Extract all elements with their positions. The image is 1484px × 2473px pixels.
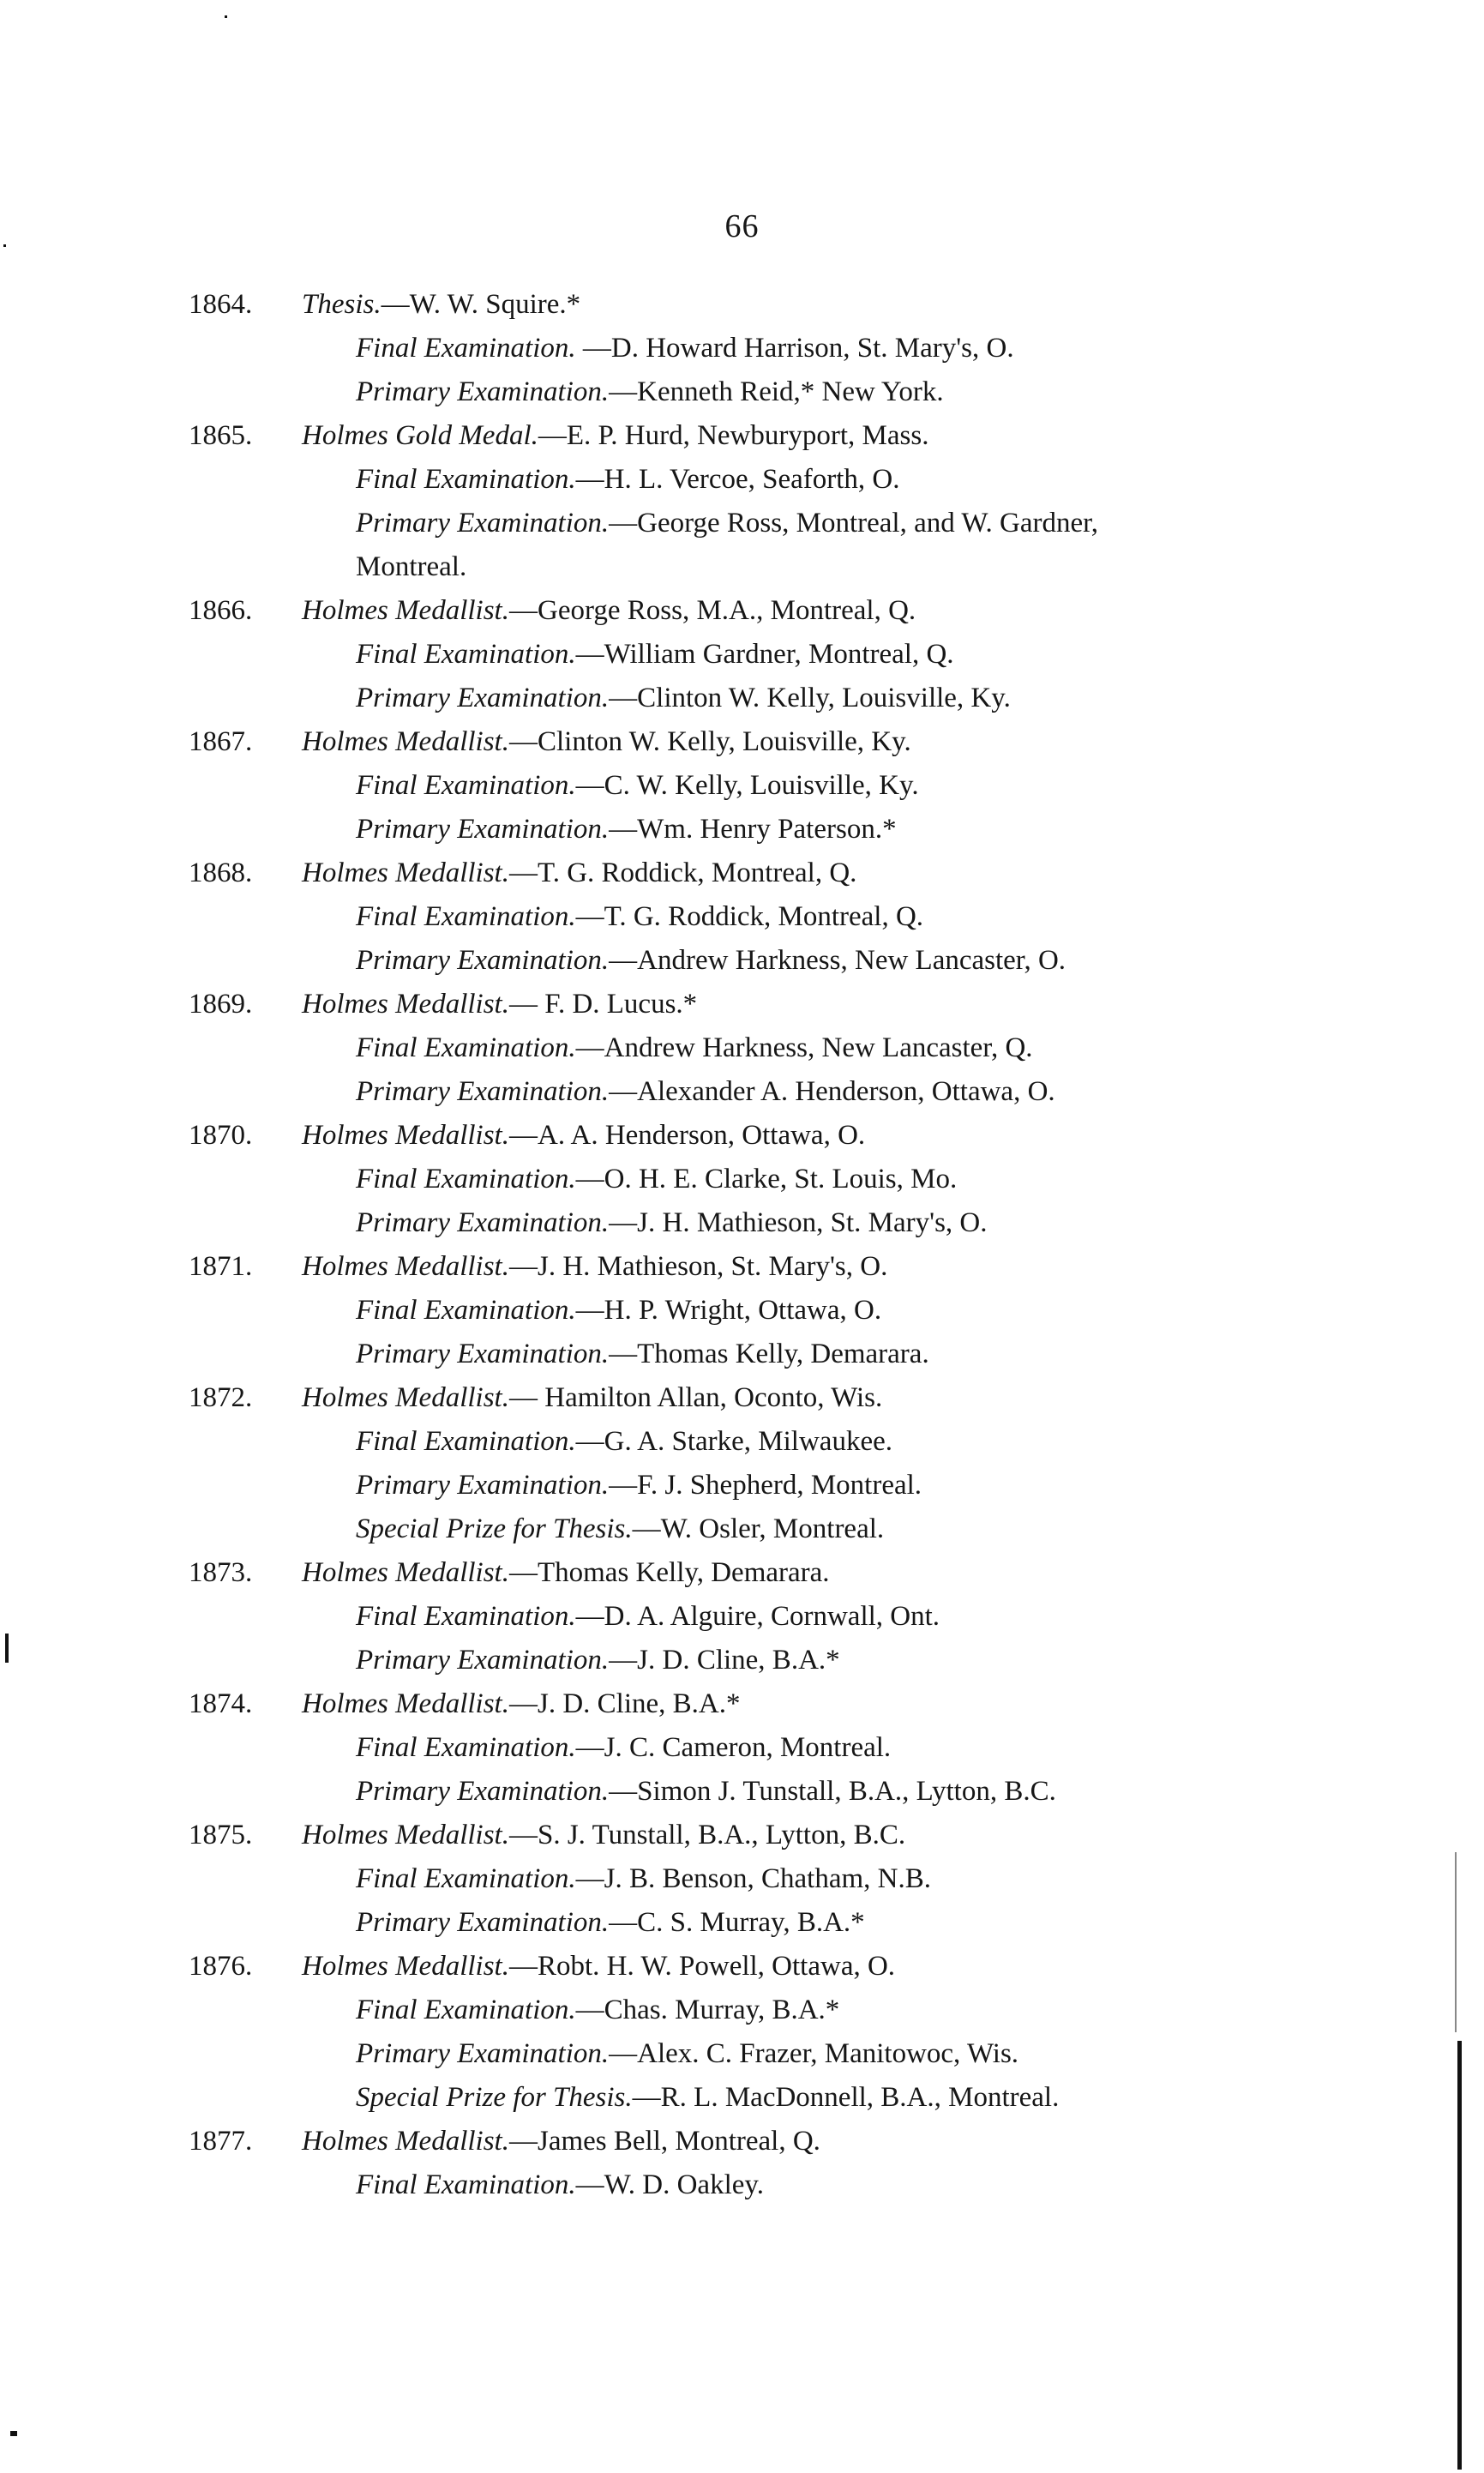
scan-mark-dot-mid <box>3 244 6 247</box>
year-label: 1870. <box>189 1120 253 1151</box>
year-label: 1875. <box>189 1820 253 1850</box>
scan-edge-right-faint <box>1455 1852 1457 2032</box>
list-item <box>189 1201 1337 1245</box>
list-item <box>189 808 1337 851</box>
list-item <box>189 1333 1337 1376</box>
list-item <box>189 1026 1337 1070</box>
award-recipient: —J. B. Benson, Chatham, N.B. <box>575 1863 931 1894</box>
year-group <box>189 283 1337 414</box>
award-recipient: —F. J. Shepherd, Montreal. <box>609 1470 922 1501</box>
year-label: 1877. <box>189 2126 253 2157</box>
award-label: Final Examination. <box>356 1601 576 1632</box>
list-item <box>189 458 1337 502</box>
award-recipient: —A. A. Henderson, Ottawa, O. <box>508 1120 866 1151</box>
award-recipient: —George Ross, M.A., Montreal, Q. <box>508 595 916 626</box>
scan-edge-right <box>1457 2041 1462 2470</box>
list-item <box>189 764 1337 808</box>
award-recipient: —Robt. H. W. Powell, Ottawa, O. <box>508 1951 896 1982</box>
list-item <box>189 1989 1337 2032</box>
year-group <box>189 1376 1337 1551</box>
award-label: Final Examination. <box>356 333 576 364</box>
list-item <box>189 1595 1337 1639</box>
award-label: Primary Examination. <box>356 1339 610 1369</box>
award-label: Holmes Medallist. <box>302 1251 509 1282</box>
award-label: Final Examination. <box>356 1032 576 1063</box>
year-group <box>189 851 1337 983</box>
list-item <box>189 1857 1337 1901</box>
award-recipient: —C. W. Kelly, Louisville, Ky. <box>575 770 919 801</box>
list-item <box>189 1376 1337 1420</box>
award-label: Primary Examination. <box>356 1470 610 1501</box>
award-recipient: —Alexander A. Henderson, Ottawa, O. <box>609 1076 1055 1107</box>
award-recipient: —D. A. Alguire, Cornwall, Ont. <box>575 1601 940 1632</box>
award-label: Holmes Medallist. <box>302 1951 509 1982</box>
award-label: Primary Examination. <box>356 508 610 539</box>
award-label: Holmes Medallist. <box>302 1557 509 1588</box>
award-label: Primary Examination. <box>356 1076 610 1107</box>
award-recipient: —C. S. Murray, B.A.* <box>609 1907 865 1938</box>
year-group <box>189 1682 1337 1814</box>
award-recipient: —Thomas Kelly, Demarara. <box>508 1557 830 1588</box>
award-recipient: —Clinton W. Kelly, Louisville, Ky. <box>609 683 1011 713</box>
list-item <box>189 1551 1337 1595</box>
list-item <box>189 983 1337 1026</box>
award-recipient: —T. G. Roddick, Montreal, Q. <box>508 857 857 888</box>
award-label: Final Examination. <box>356 901 576 932</box>
award-recipient: —O. H. E. Clarke, St. Louis, Mo. <box>575 1164 958 1194</box>
year-label: 1872. <box>189 1382 253 1413</box>
award-label: Final Examination. <box>356 1863 576 1894</box>
award-recipient: —Chas. Murray, B.A.* <box>575 1995 840 2025</box>
award-recipient: —Thomas Kelly, Demarara. <box>609 1339 929 1369</box>
award-label: Primary Examination. <box>356 2038 610 2069</box>
year-group <box>189 2120 1337 2207</box>
award-label: Holmes Medallist. <box>302 595 509 626</box>
list-item <box>189 677 1337 720</box>
award-label: Thesis. <box>302 289 382 320</box>
year-label: 1866. <box>189 595 253 626</box>
year-label: 1869. <box>189 989 253 1020</box>
list-item <box>189 283 1337 327</box>
list-item <box>189 2032 1337 2076</box>
list-item <box>189 1289 1337 1333</box>
award-label: Holmes Medallist. <box>302 989 509 1020</box>
award-label: Final Examination. <box>356 1426 576 1457</box>
scan-mark-dot-bottom <box>10 2431 17 2436</box>
scan-mark-left <box>5 1634 9 1663</box>
year-label: 1867. <box>189 726 253 757</box>
year-label: 1871. <box>189 1251 253 1282</box>
page-number: 66 <box>724 208 760 244</box>
award-recipient: —T. G. Roddick, Montreal, Q. <box>575 901 924 932</box>
scan-mark-dot-top <box>225 15 227 18</box>
award-label: Holmes Medallist. <box>302 2126 509 2157</box>
year-group <box>189 983 1337 1114</box>
year-label: 1874. <box>189 1688 253 1719</box>
award-label: Final Examination. <box>356 1164 576 1194</box>
list-item <box>189 2120 1337 2163</box>
list-item <box>189 1507 1337 1551</box>
award-recipient: —William Gardner, Montreal, Q. <box>575 639 954 670</box>
award-label: Final Examination. <box>356 770 576 801</box>
list-item <box>189 327 1337 370</box>
award-label: Final Examination. <box>356 1995 576 2025</box>
year-group <box>189 1114 1337 1245</box>
list-item <box>189 1945 1337 1989</box>
list-item <box>189 1464 1337 1507</box>
year-group <box>189 1814 1337 1945</box>
award-recipient: —G. A. Starke, Milwaukee. <box>575 1426 892 1457</box>
award-label: Primary Examination. <box>356 376 610 407</box>
award-recipient: —H. P. Wright, Ottawa, O. <box>575 1295 882 1326</box>
award-recipient: —W. D. Oakley. <box>575 2169 764 2200</box>
award-recipient: — Hamilton Allan, Oconto, Wis. <box>508 1382 883 1413</box>
award-label: Holmes Medallist. <box>302 1688 509 1719</box>
list-item <box>189 1639 1337 1682</box>
award-label: Final Examination. <box>356 639 576 670</box>
award-label: Holmes Medallist. <box>302 857 509 888</box>
award-recipient: —H. L. Vercoe, Seaforth, O. <box>575 464 900 495</box>
award-label: Final Examination. <box>356 1732 576 1763</box>
award-recipient: —Clinton W. Kelly, Louisville, Ky. <box>508 726 911 757</box>
award-label: Holmes Medallist. <box>302 726 509 757</box>
award-recipient: —J. H. Mathieson, St. Mary's, O. <box>508 1251 888 1282</box>
list-item <box>189 1158 1337 1201</box>
list-item <box>189 2163 1337 2207</box>
award-label: Holmes Medallist. <box>302 1820 509 1850</box>
year-group <box>189 589 1337 720</box>
list-item <box>189 895 1337 939</box>
year-group <box>189 720 1337 851</box>
list-item <box>189 1070 1337 1114</box>
award-label: Special Prize for Thesis. <box>356 2082 633 2113</box>
year-group <box>189 1945 1337 2120</box>
year-label: 1865. <box>189 420 253 451</box>
award-recipient: —J. D. Cline, B.A.* <box>508 1688 741 1719</box>
list-item <box>189 370 1337 414</box>
list-item <box>189 1814 1337 1857</box>
list-item <box>189 1726 1337 1770</box>
list-item <box>189 589 1337 633</box>
year-label: 1864. <box>189 289 253 320</box>
award-label: Final Examination. <box>356 2169 576 2200</box>
award-label: Holmes Gold Medal. <box>302 420 538 451</box>
year-label: 1868. <box>189 857 253 888</box>
award-recipient: —James Bell, Montreal, Q. <box>508 2126 820 2157</box>
award-label: Final Examination. <box>356 1295 576 1326</box>
award-recipient: —W. W. Squire.* <box>381 289 581 320</box>
award-label: Primary Examination. <box>356 945 610 976</box>
list-item <box>189 851 1337 895</box>
year-group <box>189 1551 1337 1682</box>
list-item <box>189 2076 1337 2120</box>
list-item <box>189 414 1337 458</box>
award-label: Final Examination. <box>356 464 576 495</box>
list-item <box>189 502 1337 545</box>
award-recipient: —George Ross, Montreal, and W. Gardner, <box>609 508 1099 539</box>
award-recipient: —J. D. Cline, B.A.* <box>609 1645 840 1676</box>
year-group <box>189 1245 1337 1376</box>
list-item <box>189 1114 1337 1158</box>
year-label: 1876. <box>189 1951 253 1982</box>
awards-list <box>189 283 1337 2207</box>
award-recipient: —Andrew Harkness, New Lancaster, Q. <box>575 1032 1033 1063</box>
list-item <box>189 633 1337 677</box>
award-label: Holmes Medallist. <box>302 1120 509 1151</box>
award-label: Primary Examination. <box>356 1907 610 1938</box>
list-item <box>189 720 1337 764</box>
list-item <box>189 1420 1337 1464</box>
list-item <box>189 939 1337 983</box>
year-label: 1873. <box>189 1557 253 1588</box>
award-label: Special Prize for Thesis. <box>356 1513 633 1544</box>
award-recipient: —Simon J. Tunstall, B.A., Lytton, B.C. <box>609 1776 1056 1807</box>
award-label: Primary Examination. <box>356 683 610 713</box>
award-recipient: —D. Howard Harrison, St. Mary's, O. <box>575 333 1014 364</box>
award-recipient: —R. L. MacDonnell, B.A., Montreal. <box>632 2082 1060 2113</box>
list-item <box>189 1245 1337 1289</box>
award-label: Primary Examination. <box>356 1207 610 1238</box>
list-item <box>189 1770 1337 1814</box>
award-label: Primary Examination. <box>356 1645 610 1676</box>
list-item <box>189 1901 1337 1945</box>
award-label: Primary Examination. <box>356 814 610 845</box>
award-recipient: —S. J. Tunstall, B.A., Lytton, B.C. <box>508 1820 906 1850</box>
year-group <box>189 414 1337 589</box>
award-recipient: —Andrew Harkness, New Lancaster, O. <box>609 945 1066 976</box>
award-label: Holmes Medallist. <box>302 1382 509 1413</box>
list-item <box>189 1682 1337 1726</box>
award-recipient: —J. H. Mathieson, St. Mary's, O. <box>609 1207 988 1238</box>
award-recipient: —Alex. C. Frazer, Manitowoc, Wis. <box>609 2038 1019 2069</box>
award-recipient: —J. C. Cameron, Montreal. <box>575 1732 892 1763</box>
award-recipient: —W. Osler, Montreal. <box>632 1513 885 1544</box>
award-label: Primary Examination. <box>356 1776 610 1807</box>
award-recipient: — F. D. Lucus.* <box>508 989 698 1020</box>
award-recipient: —Wm. Henry Paterson.* <box>609 814 897 845</box>
award-recipient: —E. P. Hurd, Newburyport, Mass. <box>538 420 929 451</box>
list-item-continuation: Montreal. <box>356 551 467 582</box>
award-recipient: —Kenneth Reid,* New York. <box>609 376 944 407</box>
